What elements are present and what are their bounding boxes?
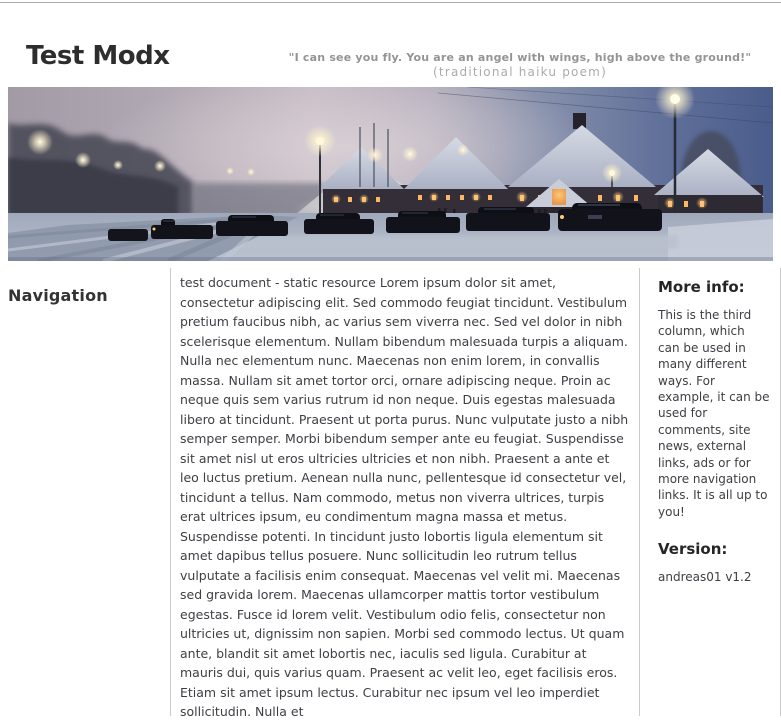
content-columns <box>8 268 773 719</box>
main-content <box>170 268 640 719</box>
version-heading: Version: <box>658 540 728 559</box>
navigation-heading: Navigation <box>8 286 108 305</box>
top-divider <box>0 2 781 3</box>
slogan-quote: "I can see you fly. You are an angel with wings, high above the ground!" <box>288 51 752 64</box>
more-info-text: This is the third column, which can be used in many different ways. For example, it can be used for comments, site news, external links, ads or for more navigation links. It is all up to you! <box>658 308 770 519</box>
main-body-text: test document - static resource Lorem ipsum dolor sit amet, consectetur adipiscing elit. Sed commodo feugiat tincidunt. Vestibulum pretium faucibus nibh, ac varius sem viverra nec. Sed vel dolor in nibh scelerisque elementum. Nullam bibendum malesuada turpis a aliquam. Nulla nec elementum nunc. Maecenas non enim lorem, in convallis massa. Nullam sit amet tortor orci, ornare adipiscing neque. Proin ac neque quis sem varius rutrum id non neque. Duis egestas malesuada libero at tincidunt. Praesent ut porta purus. Nunc vulputate justo a nibh semper semper. Morbi bibendum semper ante eu feugiat. Suspendisse sit amet nisl ut eros ultricies ultricies et non nibh. Praesent a ante et leo luctus pretium. Aenean nulla nunc, pellentesque id consectetur vel, tincidunt a tellus. Nam commodo, metus non viverra ultrices, turpis erat ultrices ipsum, eu condimentum magna massa et metus. Suspendisse potenti. In tincidunt justo lobortis ligula elementum sit amet dapibus tellus posuere. Nunc sollicitudin leo rutrum tellus vulputate a facilisis enim consequat. Maecenas vel velit mi. Maecenas sed gravida lorem. Maecenas ullamcorper mattis tortor vestibulum egestas. Fusce id lorem velit. Vestibulum odio felis, consectetur non ultricies ut, dignissim non sapien. Morbi sed commodo lectus. Ut quam ante, blandit sit amet lobortis nec, iaculis sed ligula. Curabitur at mauris dui, quis varius quam. Praesent ac velit leo, eget facilisis eros. Etiam sit amet ipsum lectus. Curabitur nec ipsum vel leo imperdiet sollicitudin. Nulla et <box>180 275 629 719</box>
more-info-heading: More info: <box>658 278 745 296</box>
site-slogan <box>272 51 768 79</box>
version-value: andreas01 v1.2 <box>658 570 752 585</box>
header-banner-image <box>8 87 773 261</box>
site-title: Test Modx <box>26 41 170 72</box>
left-column <box>8 268 170 716</box>
slogan-attribution: (traditional haiku poem) <box>433 65 607 79</box>
right-column <box>640 268 781 716</box>
